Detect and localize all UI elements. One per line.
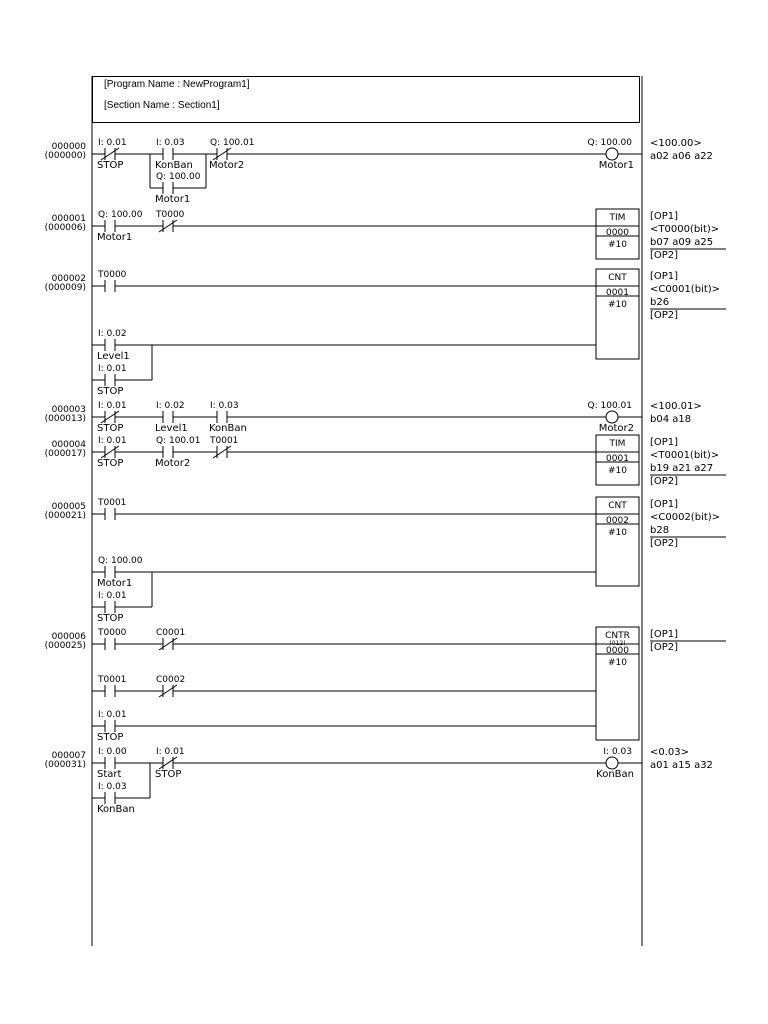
contact-address: I: 0.01 [98,436,127,446]
contact-address: Q: 100.01 [210,138,255,148]
cross-reference: [OP2] [650,642,679,653]
contact [97,498,126,520]
rung-number: 000003 [51,405,86,415]
contact-address: T0001 [98,675,127,685]
function-block [596,269,639,359]
rung-5 [45,497,726,624]
cross-reference: [OP1] [650,499,679,510]
contact [97,628,127,650]
cross-reference: <0.03> [650,747,690,758]
cross-reference: b07 a09 a25 [650,237,714,248]
contact-address: I: 0.03 [98,782,127,792]
cross-reference: <C0001(bit)> [650,284,721,295]
cross-reference: [OP1] [650,211,679,222]
program-header [92,76,640,123]
contact-address: I: 0.01 [98,710,127,720]
cross-reference: <100.01> [650,401,702,412]
coil-name: Motor1 [598,160,634,171]
contact-name: STOP [155,769,182,780]
contact-name: Motor1 [97,578,133,589]
rung-6 [45,627,726,743]
contact-name: Level1 [97,351,130,362]
cross-reference: [OP1] [650,271,679,282]
rung-step: (000021) [44,511,86,521]
contact-address: I: 0.03 [210,401,239,411]
contact-name: STOP [97,458,124,469]
contact-name: Level1 [155,423,188,434]
cross-reference: [OP2] [650,250,679,261]
section-name: [Section Name : Section1] [104,100,220,111]
rung-number: 000004 [51,440,86,450]
contact-address: Q: 100.01 [156,436,201,446]
contact-address: T0000 [98,270,127,280]
contact-address: I: 0.01 [156,747,185,757]
function-block [596,209,639,259]
contact-address: I: 0.01 [98,401,127,411]
contact-name: STOP [97,613,124,624]
function-block-title: CNT [608,501,627,511]
contact-name: Motor2 [209,160,245,171]
contact-address: I: 0.01 [98,138,127,148]
function-block [596,497,639,586]
contact-address: T0001 [210,436,239,446]
cross-reference: <100.00> [650,138,702,149]
contact-name: Start [97,769,122,780]
output-coil [606,757,618,769]
cross-reference: a02 a06 a22 [650,151,713,162]
contact-name: STOP [97,160,124,171]
contact-address: Q: 100.00 [156,172,201,182]
function-block-title: CNT [608,273,627,283]
contact-address: Q: 100.00 [98,210,143,220]
contact [97,675,126,697]
contact-address: C0001 [156,628,186,638]
contact [209,436,238,458]
contact [155,210,185,232]
function-block-number: 0002 [606,516,629,526]
contact-name: KonBan [209,423,247,434]
function-block-setvalue: #10 [608,528,627,538]
function-block-number: 0001 [606,288,629,298]
cross-reference: b26 [650,297,670,308]
contact-address: I: 0.00 [98,747,127,757]
function-block-title: TIM [609,213,626,223]
rung-0 [45,138,713,205]
rung-2 [45,269,726,397]
function-block [596,435,639,485]
cross-reference: [OP1] [650,437,679,448]
rung-step: (000006) [44,223,86,233]
contact-address: T0001 [98,498,127,508]
function-block-number: 0000 [606,646,629,656]
contact [97,270,127,292]
contact-name: STOP [97,386,124,397]
output-coil [606,411,618,423]
coil-address: Q: 100.01 [587,401,632,411]
rung-1 [45,209,726,261]
function-block [596,627,639,740]
contact-name: Motor2 [155,458,191,469]
contact-name: KonBan [155,160,193,171]
function-block-number: 0000 [606,228,629,238]
rung-number: 000000 [51,142,86,152]
cross-reference: a01 a15 a32 [650,760,713,771]
rung-number: 000001 [51,214,86,224]
cross-reference: [OP2] [650,310,679,321]
contact-address: T0000 [98,628,127,638]
rung-step: (000017) [44,449,86,459]
output-coil [606,148,618,160]
contact-name: Motor1 [155,194,191,205]
function-block-title: CNTR [605,631,630,641]
cross-reference: [OP2] [650,476,679,487]
rung-number: 000007 [51,751,86,761]
contact-name: STOP [97,732,124,743]
contact-address: I: 0.03 [156,138,185,148]
rung-step: (000009) [44,283,86,293]
rung-step: (000013) [44,414,86,424]
cross-reference: <T0000(bit)> [650,224,720,235]
contact-name: STOP [97,423,124,434]
contact-address: I: 0.01 [98,364,127,374]
contact-address: C0002 [156,675,186,685]
function-block-setvalue: #10 [608,466,627,476]
cross-reference: <C0002(bit)> [650,512,721,523]
coil-address: I: 0.03 [603,747,632,757]
program-name: [Program Name : NewProgram1] [104,79,250,90]
rung-number: 000006 [51,632,86,642]
contact-address: I: 0.02 [98,329,127,339]
cross-reference: [OP1] [650,629,679,640]
contact-address: T0000 [156,210,185,220]
cross-reference: b04 a18 [650,414,692,425]
rung-step: (000031) [44,760,86,770]
function-block-title: TIM [609,439,626,449]
rung-number: 000002 [51,274,86,284]
contact-address: Q: 100.00 [98,556,143,566]
function-block-setvalue: #10 [608,240,627,250]
rung-step: (000000) [44,151,86,161]
contact-address: I: 0.01 [98,591,127,601]
cross-reference: b19 a21 a27 [650,463,714,474]
contact [156,675,185,697]
cross-reference: <T0001(bit)> [650,450,720,461]
contact [156,628,185,650]
rung-step: (000025) [44,641,86,651]
function-block-code: (012) [609,640,626,647]
function-block-number: 0001 [606,454,629,464]
coil-name: KonBan [596,769,634,780]
coil-address: Q: 100.00 [587,138,632,148]
rung-7 [45,747,713,815]
coil-name: Motor2 [598,423,634,434]
cross-reference: b28 [650,525,670,536]
rung-3 [45,401,702,434]
contact-address: I: 0.02 [156,401,185,411]
function-block-setvalue: #10 [608,658,627,668]
rung-4 [45,435,726,487]
rung-number: 000005 [51,502,86,512]
function-block-setvalue: #10 [608,300,627,310]
contact-name: KonBan [97,804,135,815]
cross-reference: [OP2] [650,538,679,549]
contact-name: Motor1 [97,232,133,243]
